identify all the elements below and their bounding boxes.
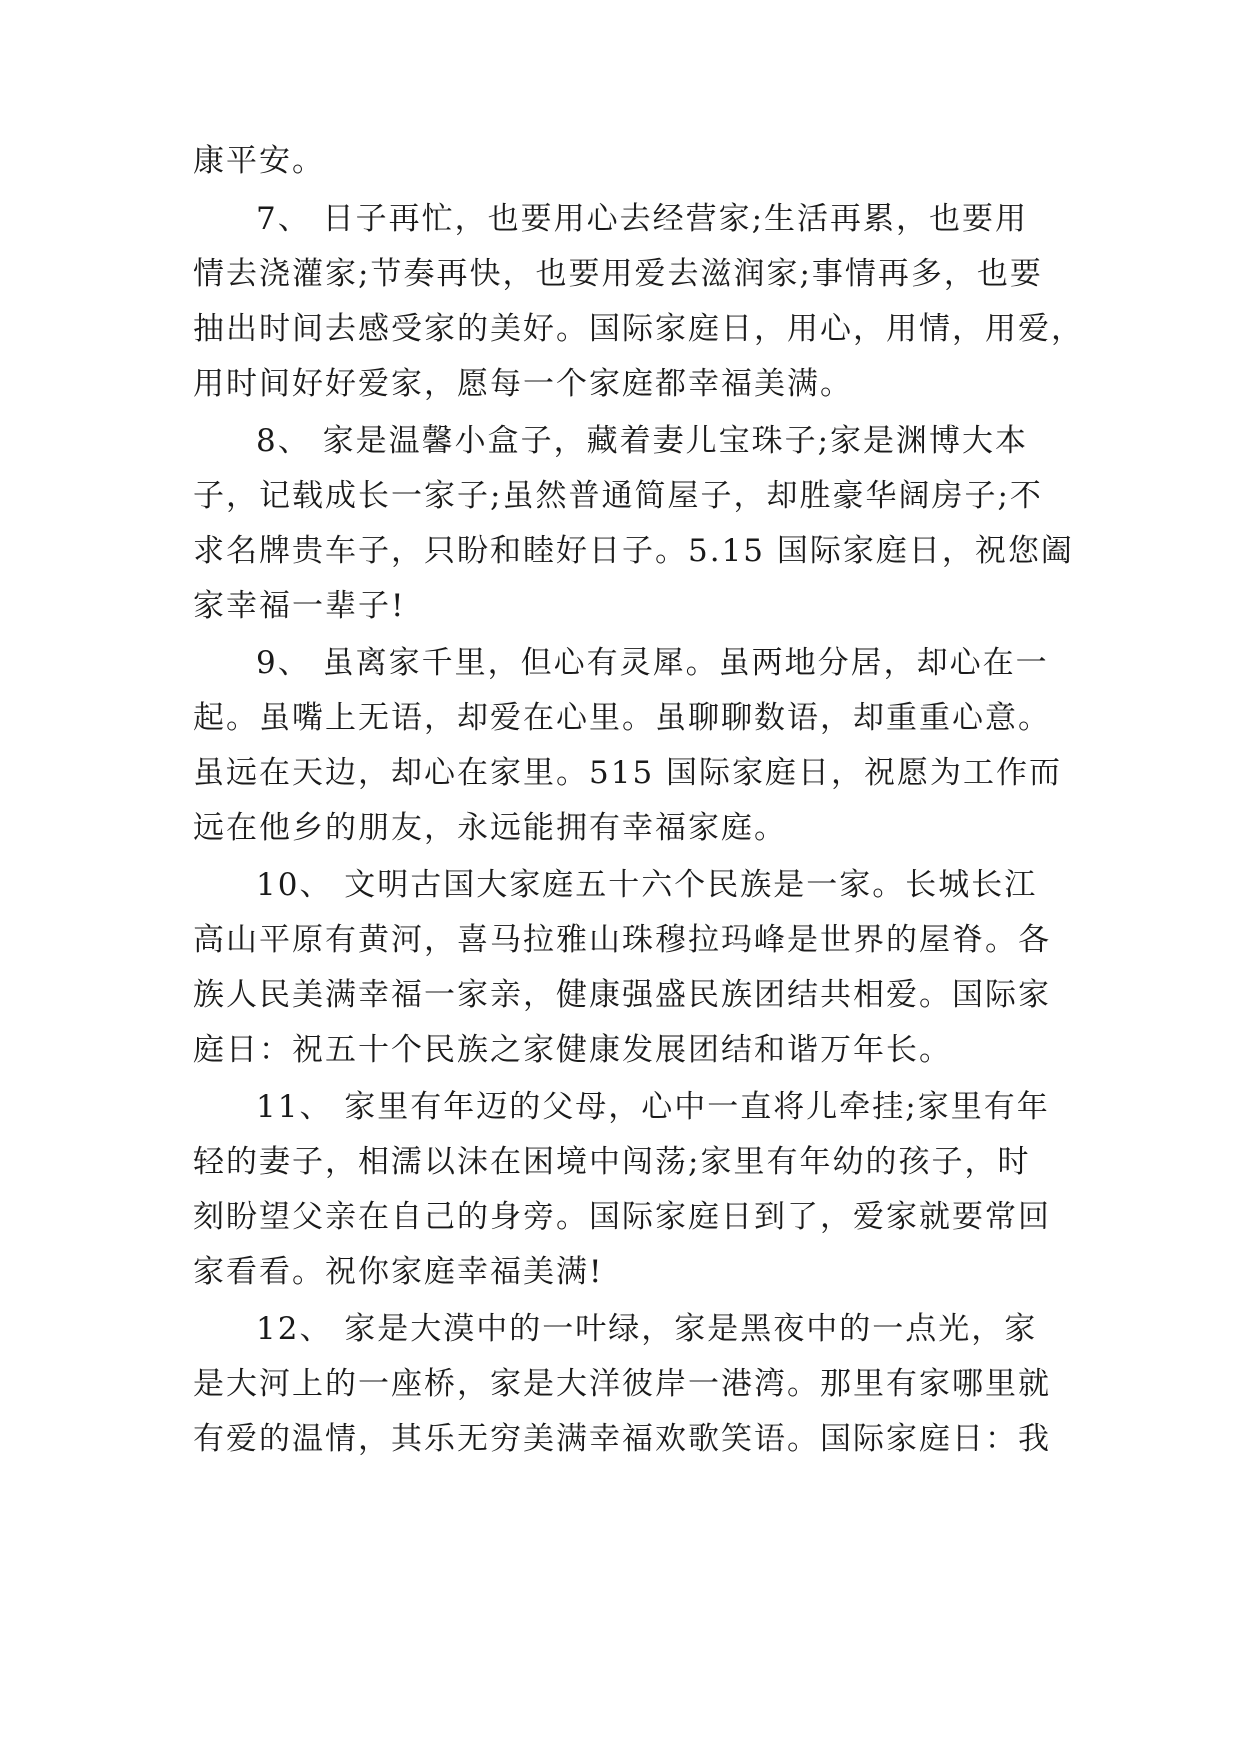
paragraph-line: 轻的妻子，相濡以沫在困境中闯荡;家里有年幼的孩子，时 [193,1144,1031,1180]
paragraph-line: 用时间好好爱家，愿每一个家庭都幸福美满。 [193,366,853,402]
paragraph-line: 11、 家里有年迈的父母，心中一直将儿牵挂;家里有年 [256,1089,1050,1125]
paragraph-line: 抽出时间去感受家的美好。国际家庭日，用心，用情，用爱， [193,311,1084,347]
paragraph-line: 7、 日子再忙，也要用心去经营家;生活再累，也要用 [256,201,1029,237]
paragraph-line: 刻盼望父亲在自己的身旁。国际家庭日到了，爱家就要常回 [193,1199,1051,1235]
paragraph-line: 虽远在天边，却心在家里。515 国际家庭日，祝愿为工作而 [193,755,1063,791]
paragraph-line: 是大河上的一座桥，家是大洋彼岸一港湾。那里有家哪里就 [193,1366,1051,1402]
paragraph-line: 庭日：祝五十个民族之家健康发展团结和谐万年长。 [193,1032,952,1068]
paragraph-line: 远在他乡的朋友，永远能拥有幸福家庭。 [193,810,787,846]
paragraph-line: 10、 文明古国大家庭五十六个民族是一家。长城长江 [256,867,1038,903]
paragraph-line: 起。虽嘴上无语，却爱在心里。虽聊聊数语，却重重心意。 [193,700,1051,736]
paragraph-line: 8、 家是温馨小盒子，藏着妻儿宝珠子;家是渊博大本 [256,423,1029,459]
paragraph-line: 康平安。 [193,143,325,179]
paragraph-line: 子，记载成长一家子;虽然普通简屋子，却胜豪华阔房子;不 [193,478,1043,514]
paragraph-line: 家幸福一辈子! [193,588,406,624]
paragraph-line: 9、 虽离家千里，但心有灵犀。虽两地分居，却心在一 [256,645,1049,681]
paragraph-line: 12、 家是大漠中的一叶绿，家是黑夜中的一点光，家 [256,1311,1038,1347]
paragraph-line: 情去浇灌家;节奏再快，也要用爱去滋润家;事情再多，也要 [193,256,1043,292]
paragraph-line: 族人民美满幸福一家亲，健康强盛民族团结共相爱。国际家 [193,977,1051,1013]
paragraph-line: 求名牌贵车子，只盼和睦好日子。5.15 国际家庭日，祝您阖 [193,533,1074,569]
paragraph-line: 有爱的温情，其乐无穷美满幸福欢歌笑语。国际家庭日：我 [193,1421,1051,1457]
paragraph-line: 高山平原有黄河，喜马拉雅山珠穆拉玛峰是世界的屋脊。各 [193,922,1051,958]
paragraph-line: 家看看。祝你家庭幸福美满! [193,1254,604,1290]
